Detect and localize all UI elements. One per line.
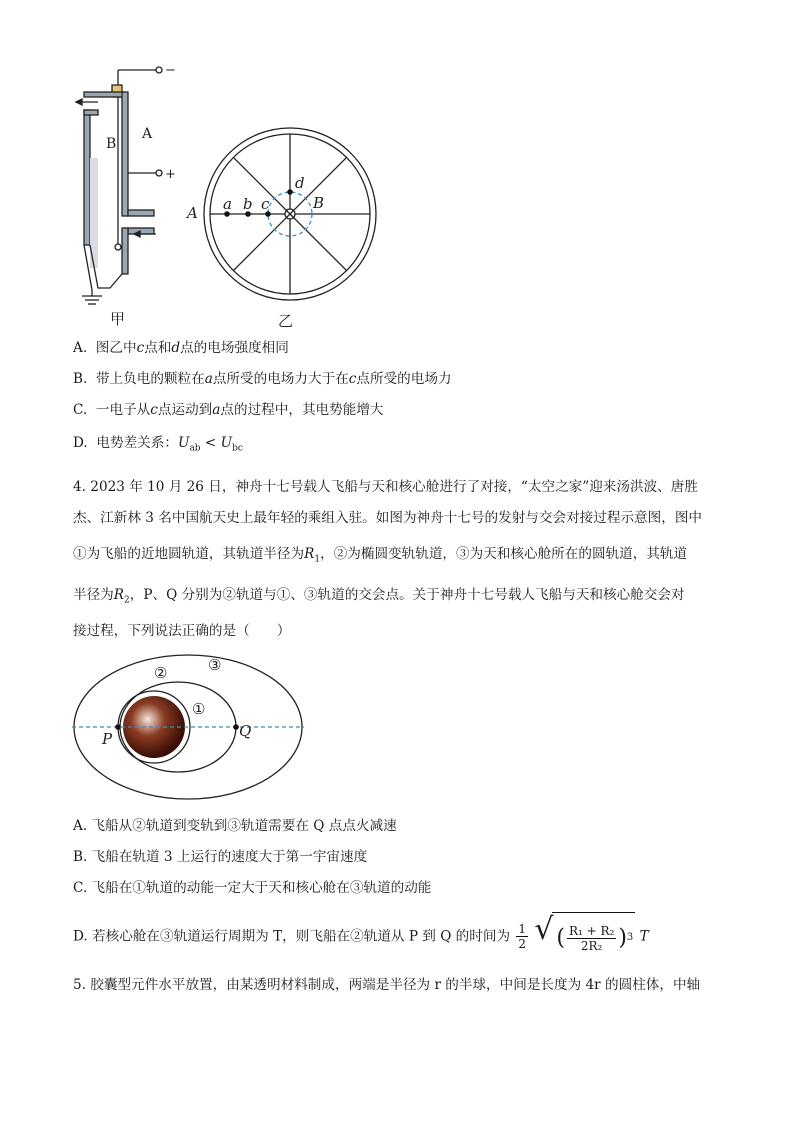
q4-line-3: ①为飞船的近地圆轨道，其轨道半径为$R_1$，②为椭圆变轨轨道，③为天和核心舱所在的圆轨道，其轨道 bbox=[73, 546, 688, 565]
figure-precipitator bbox=[70, 58, 400, 333]
label-c: c bbox=[261, 195, 270, 213]
label-plus: + bbox=[165, 167, 176, 182]
label-tube-B: B bbox=[106, 136, 117, 152]
q4-option-a: A. 飞船从②轨道到变轨到③轨道需要在 Q 点点火减速 bbox=[73, 818, 397, 834]
label-jia: 甲 bbox=[110, 310, 126, 328]
q4-option-d: D. 若核心舱在③轨道运行周期为 T，则飞船在②轨道从 P 到 Q 的时间为 $\frac{1}{2}$ √ ( $\frac{\text{R₁ + R₂}}{\text{2R₂}}$ )$^3$ T bbox=[73, 912, 649, 958]
label-b: b bbox=[243, 195, 253, 213]
fraction-half: $\frac{1}{2}$ bbox=[518, 922, 527, 952]
q3-option-a: A. 图乙中c点和d点的电场强度相同 bbox=[73, 340, 289, 356]
figure-jia bbox=[76, 67, 162, 304]
figure-yi bbox=[204, 128, 376, 300]
label-orbit-1: ① bbox=[192, 700, 206, 718]
q3-option-b: B. 带上负电的颗粒在a点所受的电场力大于在c点所受的电场力 bbox=[73, 371, 452, 387]
sqrt-expression: √ ( $\frac{\text{R₁ + R₂}}{\text{2R₂}}$ )$^3$ bbox=[534, 912, 635, 962]
q3-option-c: C. 一电子从c点运动到a点的过程中，其电势能增大 bbox=[73, 402, 384, 418]
label-P: P bbox=[102, 730, 113, 748]
charge-points bbox=[224, 189, 293, 217]
label-B-center: B bbox=[313, 194, 325, 212]
label-A-ring: A bbox=[187, 204, 198, 222]
q3-option-d: D. 电势差关系：$U_{ab} < U_{bc}$ bbox=[73, 435, 243, 454]
q4-line-1: 4. 2023 年 10 月 26 日，神舟十七号载人飞船与天和核心舱进行了对接，“太空之家”迎来汤洪波、唐胜 bbox=[73, 479, 698, 495]
q4-line-4: 半径为$R_2$，P、Q 分别为②轨道与①、③轨道的交会点。关于神舟十七号载人飞船与天和核心舱交会对 bbox=[73, 587, 685, 606]
figure-orbits bbox=[68, 650, 338, 810]
q4-line-2: 杰、江新林 3 名中国航天史上最年轻的乘组入驻。如图为神舟十七号的发射与交会对接过程示意图，图中 bbox=[73, 510, 703, 526]
label-minus: − bbox=[165, 63, 176, 78]
point-Q bbox=[233, 724, 239, 730]
point-P bbox=[115, 724, 121, 730]
label-Q: Q bbox=[239, 722, 252, 740]
q4-option-b: B. 飞船在轨道 3 上运行的速度大于第一宇宙速度 bbox=[73, 849, 368, 865]
q4-option-c: C. 飞船在①轨道的动能一定大于天和核心舱在③轨道的动能 bbox=[73, 880, 432, 896]
q4-line-5: 接过程，下列说法正确的是（ ） bbox=[73, 623, 291, 639]
label-d: d bbox=[295, 174, 305, 192]
label-tube-A: A bbox=[142, 126, 153, 142]
label-yi: 乙 bbox=[278, 312, 294, 330]
planet-earth bbox=[123, 696, 185, 758]
q5-line-1: 5. 胶囊型元件水平放置，由某透明材料制成，两端是半径为 r 的半球，中间是长度为 4r 的圆柱体，中轴 bbox=[73, 977, 701, 993]
label-orbit-2: ② bbox=[154, 664, 168, 682]
label-a: a bbox=[223, 195, 232, 213]
label-orbit-3: ③ bbox=[208, 656, 222, 674]
